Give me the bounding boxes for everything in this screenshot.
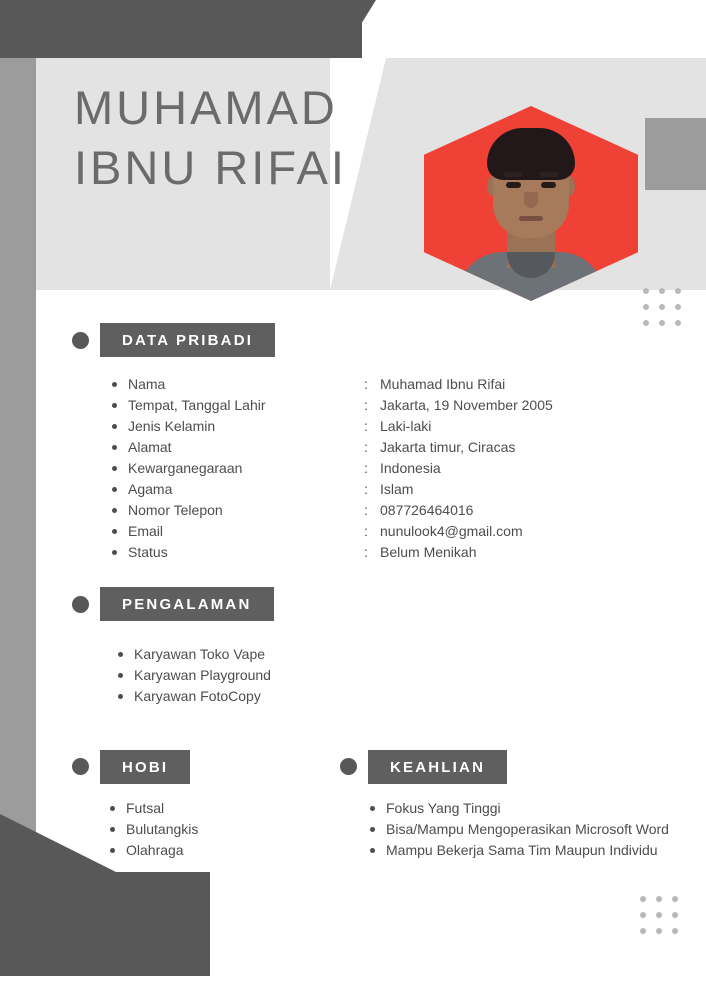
data-pribadi-value-column [364,374,684,563]
hexagon-photo-frame [424,106,638,301]
list-item: Tempat, Tanggal Lahir [112,395,362,416]
value-row: : Jakarta timur, Ciracas [364,439,516,455]
list-item: Email [112,521,362,542]
value-text: Indonesia [380,460,441,476]
top-left-angle-shape [340,0,376,58]
value-text: Islam [380,481,414,497]
list-item: Futsal [110,798,310,819]
bottom-white-margin [0,976,706,1000]
list-item: Kewarganegaraan [112,458,362,479]
list-item: Bulutangkis [110,819,310,840]
name-line-last: IBNU RIFAI [74,141,347,195]
avatar [424,106,638,301]
list-item: Status [112,542,362,563]
list-item: Jenis Kelamin [112,416,362,437]
list-item: Agama [112,479,362,500]
value-row: : Jakarta, 19 November 2005 [364,397,553,413]
section-bullet-hobi [72,758,89,775]
list-item: Karyawan FotoCopy [118,686,418,707]
list-item: Nama [112,374,362,395]
value-text: Jakarta, 19 November 2005 [380,397,553,413]
value-row: : 087726464016 [364,502,474,518]
header-right-accent-block [645,118,706,190]
dot-grid-bottom-right [640,896,678,934]
hobi-list [110,798,310,861]
name-line-first: MUHAMAD [74,81,338,134]
value-text: Laki-laki [380,418,432,434]
bottom-left-slant-shape [0,814,116,872]
value-text: Belum Menikah [380,544,477,560]
value-row: : Belum Menikah [364,544,477,560]
section-header-data-pribadi: DATA PRIBADI [100,323,275,357]
section-bullet-data-pribadi [72,332,89,349]
portrait-photo [451,112,611,301]
value-text: 087726464016 [380,502,474,518]
pengalaman-list [118,644,418,707]
list-item: Bisa/Mampu Mengoperasikan Microsoft Word [370,819,670,840]
section-header-hobi: HOBI [100,750,190,784]
section-bullet-keahlian [340,758,357,775]
list-item: Karyawan Toko Vape [118,644,418,665]
top-left-dark-bar [0,0,362,58]
data-pribadi-label-column [112,374,362,563]
section-header-keahlian: KEAHLIAN [368,750,507,784]
value-text: Muhamad Ibnu Rifai [380,376,506,392]
value-text: nunulook4@gmail.com [380,523,523,539]
keahlian-list [370,798,670,861]
list-item: Fokus Yang Tinggi [370,798,670,819]
value-row: : Islam [364,481,414,497]
value-row: : Muhamad Ibnu Rifai [364,376,506,392]
list-item: Olahraga [110,840,310,861]
list-item: Nomor Telepon [112,500,362,521]
list-item: Alamat [112,437,362,458]
value-row: : Laki-laki [364,418,432,434]
left-band-dark-top [0,0,36,58]
list-item: Karyawan Playground [118,665,418,686]
section-bullet-pengalaman [72,596,89,613]
page-title [74,78,414,198]
value-text: Jakarta timur, Ciracas [380,439,516,455]
list-item: Mampu Bekerja Sama Tim Maupun Individu [370,840,670,861]
value-row: : Indonesia [364,460,441,476]
section-header-pengalaman: PENGALAMAN [100,587,274,621]
value-row: : nunulook4@gmail.com [364,523,523,539]
dot-grid-top-right [643,288,681,326]
